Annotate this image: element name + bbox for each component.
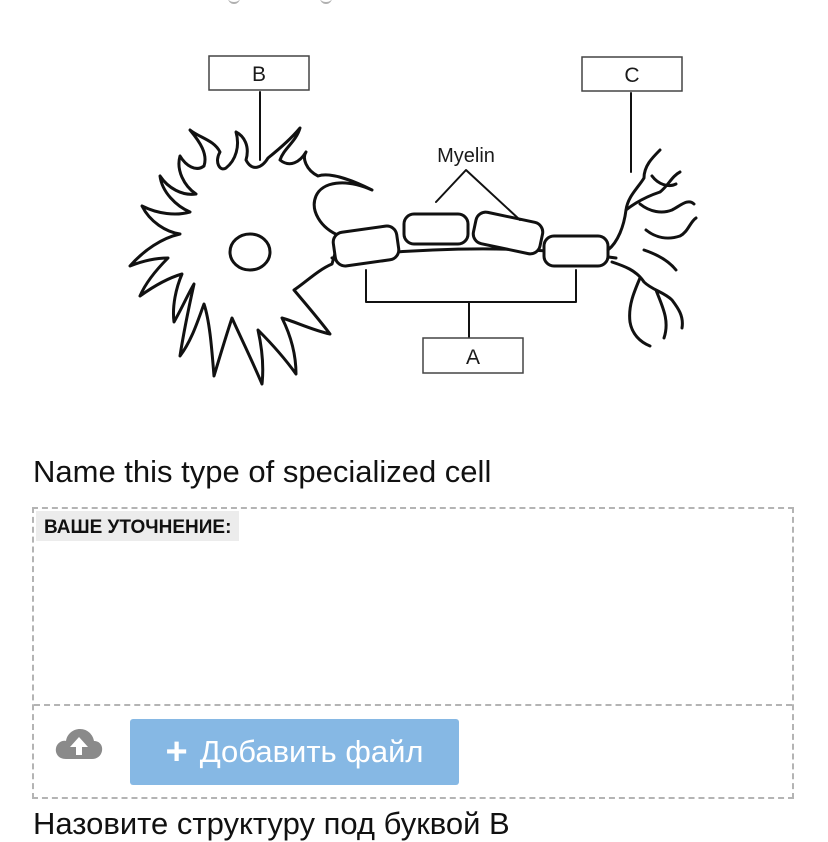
myelin-segment: [544, 236, 608, 266]
label-box-b: [209, 56, 309, 90]
add-file-button[interactable]: [130, 719, 459, 785]
label-c: C: [624, 64, 640, 87]
nucleus: [230, 234, 270, 270]
answer-input[interactable]: [34, 543, 796, 707]
plus-icon: +: [165, 731, 188, 773]
answer-panel: [32, 507, 794, 799]
label-b: B: [251, 63, 267, 86]
add-file-label: Добавить файл: [199, 734, 424, 769]
myelin-label: Myelin: [437, 145, 495, 167]
label-a: A: [465, 346, 481, 369]
panel-divider: [34, 704, 792, 706]
myelin-segment: [332, 225, 400, 268]
question-text: Name this type of specialized cell: [33, 454, 492, 489]
myelin-segment: [404, 214, 468, 244]
axon-terminals: [608, 150, 696, 346]
next-question-text: Назовите структуру под буквой B: [33, 806, 510, 841]
label-box-c: [582, 57, 682, 91]
label-box-a: [423, 338, 523, 373]
answer-header: ВАШЕ УТОЧНЕНИЕ:: [36, 511, 239, 541]
cloud-upload-icon[interactable]: [54, 727, 104, 761]
